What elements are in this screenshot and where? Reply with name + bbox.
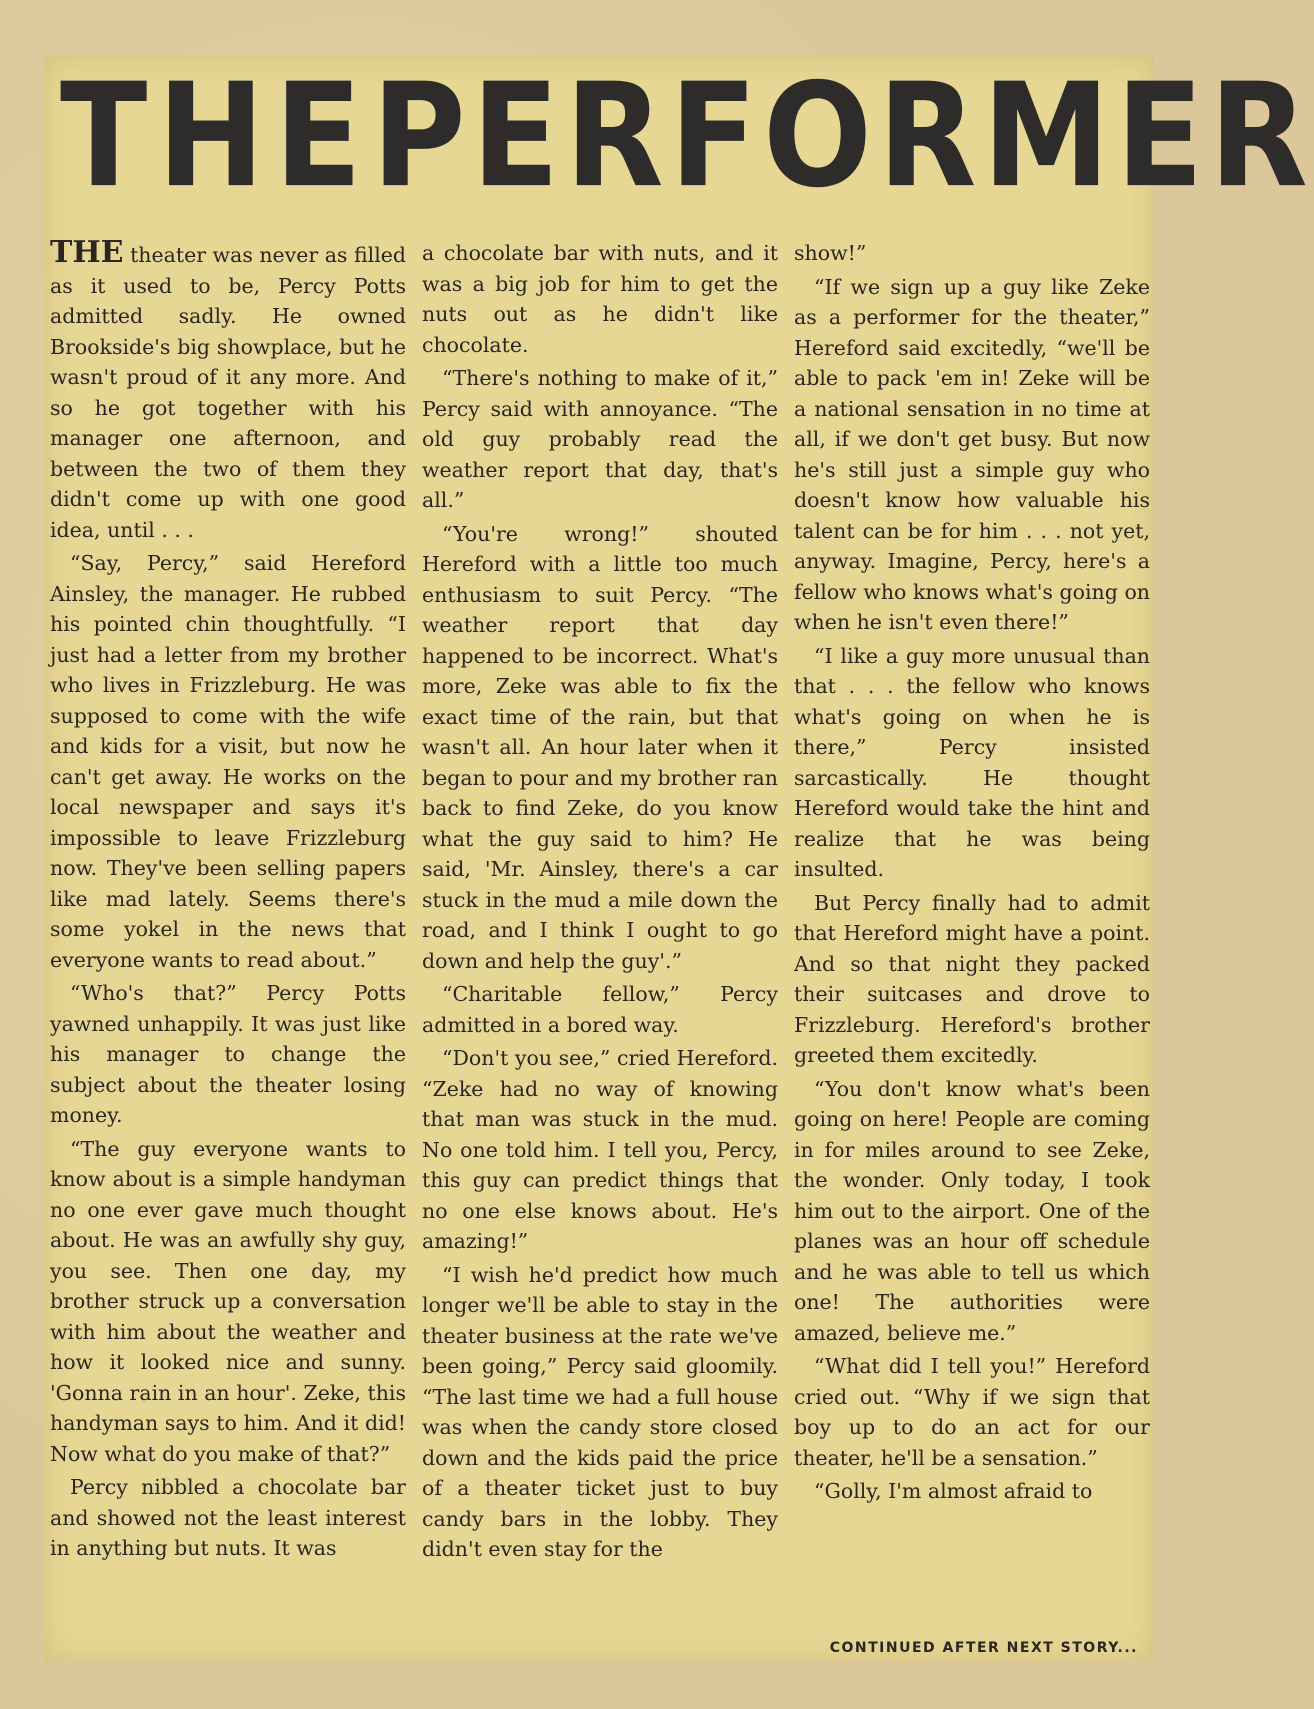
story-paragraph: “The guy everyone wants to know about is a simple handyman no one ever gave much thought about. He was an awfully shy guy, you see. Then one day, my brother struck up a conversation with him about the weather and how it looked nice and sunny. 'Gonna rain in an hour'. Zeke, this handyman says to him. And it did! Now what do you make of that?” [50, 1136, 406, 1466]
story-paragraph: “You're wrong!” shouted Hereford with a little too much enthusiasm to suit Percy. “The weather report that day happened to be incorrect. What's more, Zeke was able to fix the exact time of the rain, but that wasn't all. An hour later when it began to pour and my brother ran back to find Zeke, do you know what the guy said to him? He said, 'Mr. Ainsley, there's a car stuck in the mud a mile down the road, and I think I ought to go down and help the guy'.” [422, 521, 778, 973]
story-paragraph: THE theater was never as filled as it used to be, Percy Potts admitted sadly. He owned Brookside's big showplace, but he wasn't proud of it any more. And so he got together with his manager one afternoon, and between the two of them they didn't come up with one good idea, until . . . [50, 235, 407, 542]
story-paragraph: “Golly, I'm almost afraid to [814, 1479, 1093, 1503]
story-title [60, 53, 1314, 221]
story-paragraph: “What did I tell you!” Hereford cried out. “Why if we sign that boy up to do an act for our theater, he'll be a sensation.” [794, 1354, 1150, 1470]
title-word: PERFORMER [371, 53, 1314, 220]
title-word: THE [60, 53, 372, 220]
text-column-3 [794, 238, 1150, 1623]
text-column-2 [422, 238, 778, 1623]
story-paragraph: “Who's that?” Percy Potts yawned unhappily. It was just like his manager to change the subject about the theater losing money. [50, 981, 406, 1127]
drop-cap: THE [50, 235, 124, 270]
story-paragraph: show!” [794, 241, 867, 265]
story-paragraph: “There's nothing to make of it,” Percy said with annoyance. “The old guy probably read the weather report that day, that's all.” [422, 366, 778, 512]
story-paragraph: But Percy finally had to admit that Hereford might have a point. And so that night they packed their suitcases and drove to Frizzleburg. Hereford's brother greeted them excitedly. [794, 890, 1150, 1067]
story-paragraph: “Don't you see,” cried Hereford. “Zeke had no way of knowing that man was stuck in the mud. No one told him. I tell you, Percy, this guy can predict things that no one else knows about. He's amazing!” [422, 1046, 778, 1253]
story-paragraph: Percy nibbled a chocolate bar and showed not the least interest in anything but nuts. It was [50, 1475, 406, 1560]
continued-note: CONTINUED AFTER NEXT STORY... [829, 1640, 1138, 1656]
story-paragraph: “I wish he'd predict how much longer we'll be able to stay in the theater business at the rate we've been going,” Percy said gloomily. “The last time we had a full house was when the candy store closed down and the kids paid the price of a theater ticket just to buy candy bars in the lobby. They didn't even stay for the [422, 1262, 778, 1561]
story-paragraph: a chocolate bar with nuts, and it was a big job for him to get the nuts out as he didn't like chocolate. [422, 241, 778, 357]
text-column-1 [50, 235, 407, 1623]
story-paragraph: “I like a guy more unusual than that . . . the fellow who knows what's going on when he is there,” Percy insisted sarcastically. He thought Hereford would take the hint and realize that he was being insulted. [794, 643, 1150, 881]
story-paragraph: “If we sign up a guy like Zeke as a performer for the theater,” Hereford said excitedly, “we'll be able to pack 'em in! Zeke will be a national sensation in no time at all, if we don't get busy. But now he's still just a simple guy who doesn't know how valuable his talent can be for him . . . not yet, anyway. Imagine, Percy, here's a fellow who knows what's going on when he isn't even there!” [794, 274, 1150, 634]
story-paragraph: “Say, Percy,” said Hereford Ainsley, the manager. He rubbed his pointed chin thoughtfully. “I just had a letter from my brother who lives in Frizzleburg. He was supposed to come with the wife and kids for a visit, but now he can't get away. He works on the local newspaper and says it's impossible to leave Frizzleburg now. They've been selling papers like mad lately. Seems there's some yokel in the news that everyone wants to read about.” [50, 551, 406, 972]
story-columns [50, 235, 1150, 1623]
story-paragraph: “You don't know what's been going on here! People are coming in for miles around to see Zeke, the wonder. Only today, I took him out to the airport. One of the planes was an hour off schedule and he was able to tell us which one! The authorities were amazed, believe me.” [794, 1076, 1150, 1345]
story-paragraph: “Charitable fellow,” Percy admitted in a bored way. [422, 982, 778, 1037]
